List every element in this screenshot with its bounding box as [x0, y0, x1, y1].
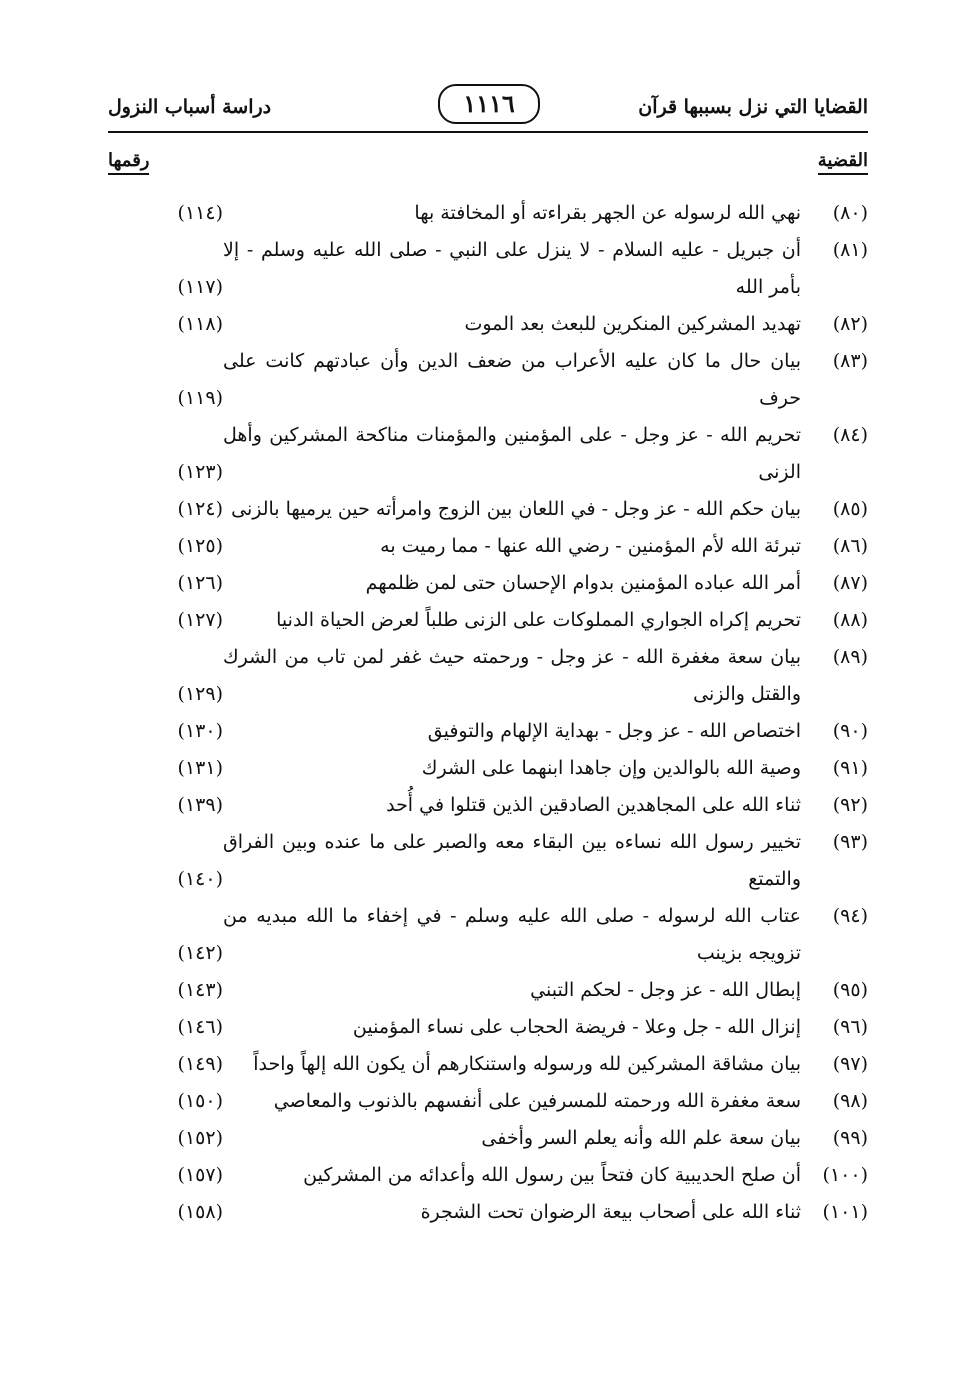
entry-page-ref: (١٤٠) [177, 868, 223, 890]
entry-text: بيان حكم الله - عز وجل - في اللعان بين الزوج وامرأته حين يرميها بالزنى [231, 498, 801, 520]
entry-ref-cell [108, 232, 223, 306]
entry-page-ref: (١٥٨) [177, 1201, 223, 1223]
entry-ref-cell [108, 787, 223, 824]
entry-text: أن صلح الحديبية كان فتحاً بين رسول الله وأعدائه من المشركين [303, 1164, 801, 1186]
column-header-issue: القضية [818, 150, 868, 175]
list-item [108, 898, 868, 972]
entry-ref-cell [108, 1046, 223, 1083]
entry-ref-cell [108, 491, 223, 528]
entry-page-ref: (١١٨) [177, 313, 223, 335]
entry-text: سعة مغفرة الله ورحمته للمسرفين على أنفسهم بالذنوب والمعاصي [273, 1090, 801, 1112]
entry-ref-cell [108, 824, 223, 898]
entry-number: (١٠١) [822, 1201, 868, 1223]
list-item [108, 1046, 868, 1083]
list-item [108, 232, 868, 306]
list-item [108, 1120, 868, 1157]
entry-ref-cell [108, 602, 223, 639]
entry-number: (٩٦) [832, 1016, 868, 1038]
entry-number: (١٠٠) [822, 1164, 868, 1186]
entry-page-ref: (١٥٢) [177, 1127, 223, 1149]
entry-number: (٨٩) [832, 646, 868, 668]
entry-number: (٩٩) [832, 1127, 868, 1149]
entry-page-ref: (١٢٣) [177, 461, 223, 483]
entry-text: وصية الله بالوالدين وإن جاهدا ابنهما على الشرك [421, 757, 801, 779]
entry-text: ثناء الله على المجاهدين الصادقين الذين قتلوا في أُحد [386, 794, 801, 816]
list-item [108, 565, 868, 602]
entry-text: تحريم الله - عز وجل - على المؤمنين والمؤمنات مناكحة المشركين وأهل الزنى [223, 424, 801, 483]
entry-page-ref: (١٢٩) [177, 683, 223, 705]
entry-text: تحريم إكراه الجواري المملوكات على الزنى طلباً لعرض الحياة الدنيا [276, 609, 801, 631]
entry-ref-cell [108, 639, 223, 713]
header-divider [108, 131, 868, 133]
entry-ref-cell [108, 195, 223, 232]
list-item [108, 602, 868, 639]
list-item [108, 713, 868, 750]
entry-page-ref: (١٥٠) [177, 1090, 223, 1112]
entry-page-ref: (١٤٣) [177, 979, 223, 1001]
list-item [108, 528, 868, 565]
entry-page-ref: (١٥٧) [177, 1164, 223, 1186]
entry-text: تبرئة الله لأم المؤمنين - رضي الله عنها - مما رميت به [380, 535, 801, 557]
list-item [108, 1009, 868, 1046]
entry-text: بيان سعة علم الله وأنه يعلم السر وأخفى [481, 1127, 801, 1149]
entry-page-ref: (١٢٦) [177, 572, 223, 594]
entry-number: (٩٥) [832, 979, 868, 1001]
entry-page-ref: (١٢٧) [177, 609, 223, 631]
entry-number: (٩٤) [832, 905, 868, 927]
list-item [108, 195, 868, 232]
entry-ref-cell [108, 565, 223, 602]
entry-page-ref: (١٢٤) [177, 498, 223, 520]
list-item [108, 824, 868, 898]
entry-page-ref: (١٣٩) [177, 794, 223, 816]
entry-page-ref: (١٤٦) [177, 1016, 223, 1038]
entry-number: (٩١) [832, 757, 868, 779]
page-number-badge: ١١١٦ [438, 84, 540, 124]
column-header-number: رقمها [108, 150, 149, 175]
entry-ref-cell [108, 750, 223, 787]
entry-text: إبطال الله - عز وجل - لحكم التبني [530, 979, 801, 1001]
header-title-left: دراسة أسباب النزول [108, 96, 272, 118]
entry-text: أمر الله عباده المؤمنين بدوام الإحسان حتى لمن ظلمهم [365, 572, 801, 594]
entry-ref-cell [108, 1157, 223, 1194]
entry-number: (٨٥) [832, 498, 868, 520]
entry-ref-cell [108, 306, 223, 343]
entry-number: (٨٤) [832, 424, 868, 446]
list-item [108, 750, 868, 787]
header-title-right: القضايا التي نزل بسببها قرآن [638, 96, 868, 118]
entry-text: تخيير رسول الله نساءه بين البقاء معه والصبر على ما عنده وبين الفراق والتمتع [223, 831, 801, 890]
entry-number: (٨٠) [832, 202, 868, 224]
entry-page-ref: (١٣٠) [177, 720, 223, 742]
list-item [108, 639, 868, 713]
list-item [108, 343, 868, 417]
entry-page-ref: (١١٧) [177, 276, 223, 298]
list-item [108, 417, 868, 491]
entry-text: بيان سعة مغفرة الله - عز وجل - ورحمته حيث غفر لمن تاب من الشرك والقتل والزنى [223, 646, 801, 705]
entry-ref-cell [108, 713, 223, 750]
list-item [108, 972, 868, 1009]
entry-text: نهي الله لرسوله عن الجهر بقراءته أو المخافتة بها [414, 202, 801, 224]
entry-text: بيان مشاقة المشركين لله ورسوله واستنكارهم أن يكون الله إلهاً واحداً [253, 1053, 801, 1075]
entry-text: أن جبريل - عليه السلام - لا ينزل على النبي - صلى الله عليه وسلم - إلا بأمر الله [223, 239, 801, 298]
list-item [108, 1083, 868, 1120]
entry-ref-cell [108, 343, 223, 417]
entry-number: (٨٨) [832, 609, 868, 631]
entry-page-ref: (١٢٥) [177, 535, 223, 557]
entry-number: (٨٧) [832, 572, 868, 594]
entry-number: (٨٢) [832, 313, 868, 335]
entry-page-ref: (١٣١) [177, 757, 223, 779]
entry-text: اختصاص الله - عز وجل - بهداية الإلهام والتوفيق [427, 720, 801, 742]
entry-page-ref: (١١٤) [177, 202, 223, 224]
running-header [108, 84, 868, 128]
entry-number: (٩٧) [832, 1053, 868, 1075]
entry-ref-cell [108, 417, 223, 491]
list-item [108, 1157, 868, 1194]
entry-ref-cell [108, 898, 223, 972]
entry-number: (٨٦) [832, 535, 868, 557]
entry-ref-cell [108, 1009, 223, 1046]
entry-page-ref: (١١٩) [177, 387, 223, 409]
entry-text: إنزال الله - جل وعلا - فريضة الحجاب على نساء المؤمنين [352, 1016, 801, 1038]
entry-number: (٩٠) [832, 720, 868, 742]
entry-page-ref: (١٤٩) [177, 1053, 223, 1075]
entry-ref-cell [108, 972, 223, 1009]
entry-text: بيان حال ما كان عليه الأعراب من ضعف الدين وأن عبادتهم كانت على حرف [223, 350, 801, 409]
entry-ref-cell [108, 1194, 223, 1231]
entry-text: عتاب الله لرسوله - صلى الله عليه وسلم - في إخفاء ما الله مبديه من تزويجه بزينب [223, 905, 801, 964]
entry-ref-cell [108, 528, 223, 565]
list-item [108, 1194, 868, 1231]
entries-list [108, 195, 868, 1231]
entry-page-ref: (١٤٢) [177, 942, 223, 964]
entry-number: (٩٣) [832, 831, 868, 853]
entry-number: (٨٣) [832, 350, 868, 372]
entry-number: (٨١) [832, 239, 868, 261]
list-item [108, 787, 868, 824]
entry-ref-cell [108, 1120, 223, 1157]
entry-number: (٩٨) [832, 1090, 868, 1112]
column-headers [108, 150, 868, 180]
entry-number: (٩٢) [832, 794, 868, 816]
list-item [108, 306, 868, 343]
list-item [108, 491, 868, 528]
entry-text: ثناء الله على أصحاب بيعة الرضوان تحت الشجرة [420, 1201, 801, 1223]
entry-ref-cell [108, 1083, 223, 1120]
entry-text: تهديد المشركين المنكرين للبعث بعد الموت [464, 313, 801, 335]
